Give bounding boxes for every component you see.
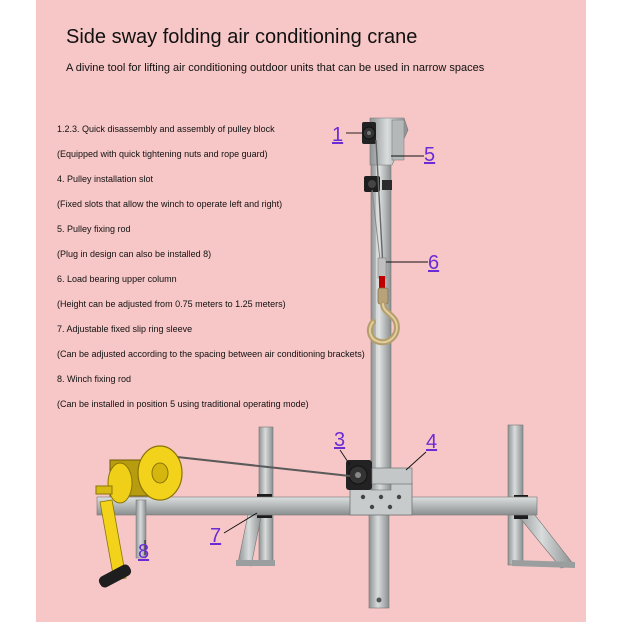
feature-item: (Can be installed in position 5 using traditional operating mode) <box>57 399 309 409</box>
feature-item: 6. Load bearing upper column <box>57 274 177 284</box>
page-subtitle: A divine tool for lifting air conditioning outdoor units that can be used in narrow spaces <box>66 62 485 74</box>
feature-item: 5. Pulley fixing rod <box>57 224 131 234</box>
feature-item: 1.2.3. Quick disassembly and assembly of pulley block <box>57 124 275 134</box>
callout-7: 7 <box>210 525 222 547</box>
feature-item: 7. Adjustable fixed slip ring sleeve <box>57 324 193 334</box>
feature-item: 4. Pulley installation slot <box>57 174 154 184</box>
callout-1: 1 <box>332 124 344 146</box>
feature-item: 8. Winch fixing rod <box>57 374 132 384</box>
feature-item: (Can be adjusted according to the spacing between air conditioning brackets) <box>57 349 365 359</box>
callout-6: 6 <box>428 252 440 274</box>
feature-item: (Plug in design can also be installed 8) <box>57 249 212 259</box>
pulley-installation-slot <box>372 468 412 484</box>
feature-item: (Fixed slots that allow the winch to operate left and right) <box>57 199 283 209</box>
lower-column <box>369 500 389 608</box>
hand-winch <box>96 446 182 589</box>
right-bracket <box>508 425 575 568</box>
left-bracket <box>236 427 275 566</box>
callout-3: 3 <box>334 429 346 451</box>
callout-8: 8 <box>138 541 150 563</box>
page-title: Side sway folding air conditioning crane <box>66 26 418 48</box>
feature-item: (Height can be adjusted from 0.75 meters to 1.25 meters) <box>57 299 286 309</box>
callout-4: 4 <box>426 431 438 453</box>
top-pulley <box>362 122 376 144</box>
feature-item: (Equipped with quick tightening nuts and rope guard) <box>57 149 268 159</box>
callout-5: 5 <box>424 144 436 166</box>
